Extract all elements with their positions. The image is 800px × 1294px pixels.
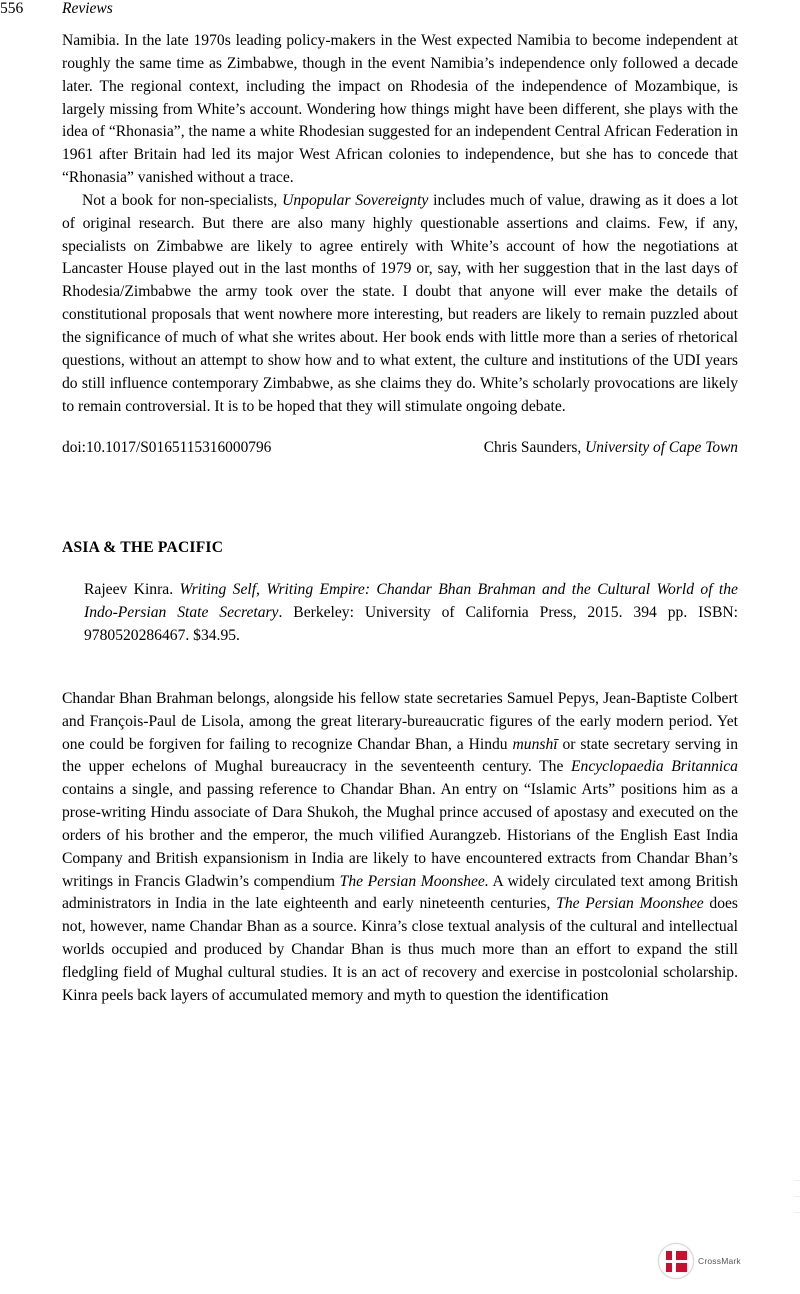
r2-italic-munshi: munshī [512,735,558,753]
review-one-paragraph-1: Namibia. In the late 1970s leading policy-makers in the West expected Namibia to become independent at roughly the same time as Zimbabwe, though in the event Namibia’s independence only followed a decade later. The regional context, including the impact on Rhodesia of the independence of Mozambique, is largely missing from White’s account. Wondering how things might have been different, she plays with the idea of “Rhonasia”, the name a white Rhodesian suggested for an independent Central African Federation in 1961 after Britain had led its major West African colonies to independence, but she has to concede that “Rhonasia” vanished without a trace. [62,32,738,187]
doi-and-reviewer-line [62,439,738,457]
book-author: Rajeev Kinra. [84,581,174,599]
r2-italic-moonshee-2: The Persian Moonshee [556,895,704,913]
crossmark-glyph-icon [666,1251,687,1272]
r2-seg1: Chandar Bhan Brahman belongs, alongside his fellow state secretaries Samuel Pepys, Jean-Baptiste Colbert and François-Paul de Lisola, among the great literary-bureaucratic figures of the early modern period. Yet one could be forgiven for failing to recognize Chandar Bhan, a Hindu [62,689,738,753]
running-head [0,0,738,30]
page-number: 556 [0,0,24,17]
page-edge-marks [794,0,800,1294]
book-reference [62,579,738,648]
reviewer-affiliation: University of Cape Town [585,439,738,457]
r2-seg5: does not, however, name Chandar Bhan as a source. Kinra’s close textual analysis of the cultural and intellectual worlds occupied and produced by Chandar Bhan is thus much more than an effort to expand the still fledgling field of Mughal cultural studies. It is an act of recovery and exercise in postcolonial scholarship. Kinra peels back layers of accumulated memory and myth to question the identification [62,895,738,1004]
r2-seg4: A widely circulated text among British administrators in India in the late eighteenth and early nineteenth centuries, [62,872,739,913]
running-head-title: Reviews [62,0,113,17]
crossmark-logo-icon [658,1243,694,1279]
para2-post-text: includes much of value, drawing as it does a lot of original research. But there are also many highly questionable assertions and claims. Few, if any, specialists on Zimbabwe are likely to agree entirely with White’s account of how the negotiations at Lancaster House played out in the last months of 1979 or, say, with her suggestion that in the last days of Rhodesia/Zimbabwe the army took over the state. I doubt that anyone will ever make the details of constitutional proposals that went nowhere more interesting, but readers are likely to remain puzzled about the significance of much of what she writes about. Her book ends with little more than a series of rhetorical questions, without an attempt to show how and to what extent, the culture and institutions of the UDI years do still influence contemporary Zimbabwe, as she claims they do. White’s scholarly provocations are likely to remain controversial. It is to be hoped that they will stimulate ongoing debate. [62,191,738,415]
reviewer-name: Chris Saunders, [483,439,582,457]
r2-seg2: or state secretary serving in the upper echelons of Mughal bureaucracy in the seventeenth century. The [62,735,738,776]
r2-seg3: contains a single, and passing reference to Chandar Bhan. An entry on “Islamic Arts” positions him as a prose-writing Hindu associate of Dara Shukoh, the Mughal prince accused of apostasy and executed on the orders of his brother and the emperor, the much vilified Aurangzeb. Historians of the English East India Company and British expansionism in India are likely to have encountered extracts from Chandar Bhan’s writings in Francis Gladwin’s compendium [62,781,738,890]
book-title-italic: Unpopular Sovereignty [282,191,429,209]
r2-italic-moonshee-1: The Persian Moonshee. [339,872,489,890]
crossmark-label: CrossMark [698,1255,741,1266]
crossmark-stamp[interactable] [658,1244,746,1278]
book-title: Writing Self, Writing Empire: Chandar Bhan Brahman and the Cultural World of the Indo-Persian State Secretary [84,581,738,622]
review-two-paragraph-1 [62,688,738,1008]
para2-pre-text: Not a book for non-specialists, [82,191,283,209]
doi-text: doi:10.1017/S0165115316000796 [62,439,272,457]
reviewer-credit [484,439,738,457]
book-imprint: . Berkeley: University of California Press, 2015. 394 pp. ISBN: 9780520286467. $34.95. [84,604,738,645]
review-one-paragraph-2 [62,190,738,418]
review-two-body [62,688,738,1008]
r2-italic-britannica: Encyclopaedia Britannica [571,758,738,776]
section-heading: ASIA & THE PACIFIC [62,539,224,557]
